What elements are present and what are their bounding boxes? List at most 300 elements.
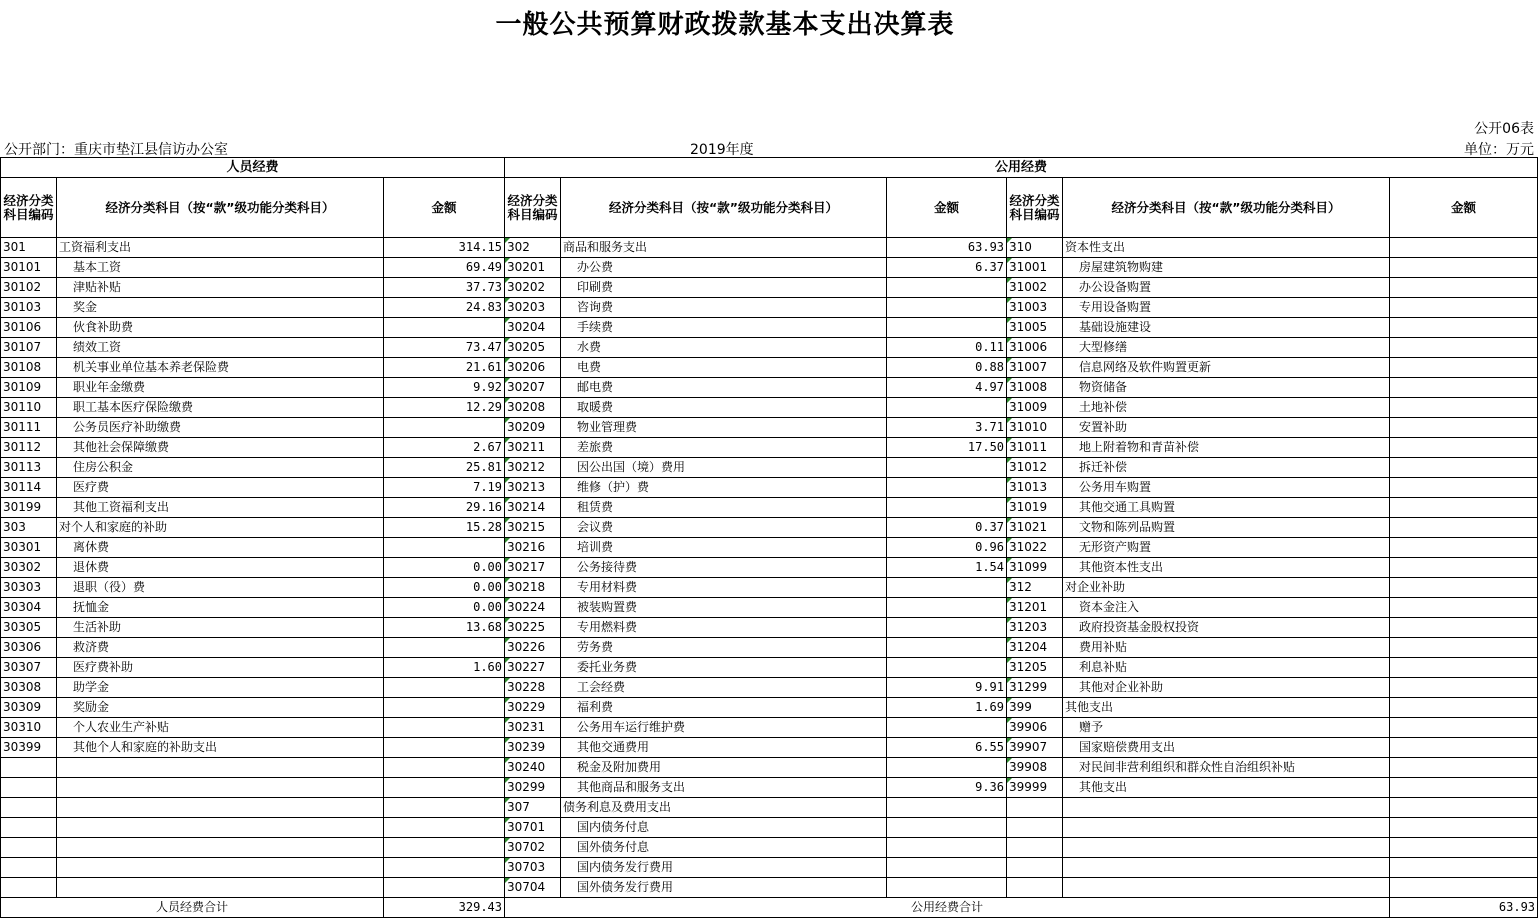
item-amount: 37.73 [384, 278, 505, 298]
item-amount [384, 758, 505, 778]
item-name: 政府投资基金股权投资 [1063, 618, 1390, 638]
item-amount [1390, 578, 1538, 598]
public-total-label: 公用经费合计 [505, 898, 1390, 918]
item-name: 抚恤金 [57, 598, 384, 618]
item-amount [887, 838, 1007, 858]
item-name: 公务接待费 [561, 558, 887, 578]
item-code: 30227 [505, 658, 561, 678]
item-code: 302 [505, 238, 561, 258]
item-code [1, 878, 57, 898]
item-amount [1390, 598, 1538, 618]
item-name: 基本工资 [57, 258, 384, 278]
table-row [1, 258, 1538, 278]
item-amount: 69.49 [384, 258, 505, 278]
item-code: 30305 [1, 618, 57, 638]
item-name: 对民间非营利组织和群众性自治组织补贴 [1063, 758, 1390, 778]
item-amount [384, 858, 505, 878]
item-amount [887, 758, 1007, 778]
item-name: 生活补助 [57, 618, 384, 638]
item-amount: 2.67 [384, 438, 505, 458]
item-code [1, 778, 57, 798]
item-amount [1390, 778, 1538, 798]
item-name: 其他工资福利支出 [57, 498, 384, 518]
item-code: 30309 [1, 698, 57, 718]
table-row [1, 318, 1538, 338]
item-name: 其他商品和服务支出 [561, 778, 887, 798]
item-name: 信息网络及软件购置更新 [1063, 358, 1390, 378]
item-name: 债务利息及费用支出 [561, 798, 887, 818]
item-name [57, 878, 384, 898]
report-title: 一般公共预算财政拨款基本支出决算表 [495, 10, 955, 40]
item-code: 30201 [505, 258, 561, 278]
item-amount: 0.00 [384, 578, 505, 598]
item-amount [1390, 678, 1538, 698]
item-amount [1390, 838, 1538, 858]
item-amount: 4.97 [887, 378, 1007, 398]
item-code: 31011 [1007, 438, 1063, 458]
table-row [1, 598, 1538, 618]
item-code [1007, 858, 1063, 878]
item-name: 奖励金 [57, 698, 384, 718]
item-amount [1390, 398, 1538, 418]
item-amount [384, 418, 505, 438]
item-code: 30701 [505, 818, 561, 838]
item-code: 31005 [1007, 318, 1063, 338]
table-row [1, 538, 1538, 558]
item-name: 安置补助 [1063, 418, 1390, 438]
item-name: 因公出国（境）费用 [561, 458, 887, 478]
item-code: 39999 [1007, 778, 1063, 798]
table-row [1, 238, 1538, 258]
item-code: 30224 [505, 598, 561, 618]
item-amount: 9.36 [887, 778, 1007, 798]
item-code: 30225 [505, 618, 561, 638]
personnel-total: 329.43 [384, 898, 505, 918]
item-code: 31299 [1007, 678, 1063, 698]
item-code: 30102 [1, 278, 57, 298]
item-code: 39907 [1007, 738, 1063, 758]
item-name: 福利费 [561, 698, 887, 718]
table-row [1, 738, 1538, 758]
item-name: 其他对企业补助 [1063, 678, 1390, 698]
item-amount [1390, 738, 1538, 758]
item-amount [1390, 498, 1538, 518]
item-code [1, 798, 57, 818]
item-code: 31099 [1007, 558, 1063, 578]
item-name: 租赁费 [561, 498, 887, 518]
item-amount [887, 858, 1007, 878]
item-code [1, 758, 57, 778]
unit-label: 单位：万元 [1464, 142, 1534, 158]
item-amount [384, 838, 505, 858]
item-name: 离休费 [57, 538, 384, 558]
item-name: 国内债务发行费用 [561, 858, 887, 878]
public-total: 63.93 [1390, 898, 1538, 918]
fiscal-year: 2019年度 [690, 142, 754, 158]
item-name: 绩效工资 [57, 338, 384, 358]
item-amount: 25.81 [384, 458, 505, 478]
item-name: 手续费 [561, 318, 887, 338]
item-code: 303 [1, 518, 57, 538]
item-amount [887, 618, 1007, 638]
item-name: 劳务费 [561, 638, 887, 658]
col-name: 经济分类科目（按“款”级功能分类科目） [57, 178, 384, 238]
item-name: 医疗费 [57, 478, 384, 498]
item-amount [887, 798, 1007, 818]
item-code: 30306 [1, 638, 57, 658]
item-amount: 13.68 [384, 618, 505, 638]
item-amount: 314.15 [384, 238, 505, 258]
item-amount: 1.60 [384, 658, 505, 678]
item-code: 30208 [505, 398, 561, 418]
item-name: 国家赔偿费用支出 [1063, 738, 1390, 758]
item-name: 资本金注入 [1063, 598, 1390, 618]
item-code [1, 818, 57, 838]
item-code: 31204 [1007, 638, 1063, 658]
item-amount: 0.96 [887, 538, 1007, 558]
item-amount [887, 818, 1007, 838]
item-amount: 0.88 [887, 358, 1007, 378]
item-code: 30216 [505, 538, 561, 558]
table-row [1, 338, 1538, 358]
item-name: 住房公积金 [57, 458, 384, 478]
item-amount [1390, 418, 1538, 438]
col-code: 经济分类科目编码 [1, 178, 57, 238]
item-code: 30101 [1, 258, 57, 278]
item-name: 商品和服务支出 [561, 238, 887, 258]
item-code: 399 [1007, 698, 1063, 718]
table-row [1, 298, 1538, 318]
item-name: 无形资产购置 [1063, 538, 1390, 558]
item-name: 伙食补助费 [57, 318, 384, 338]
item-name: 电费 [561, 358, 887, 378]
col-code: 经济分类科目编码 [1007, 178, 1063, 238]
item-amount [384, 638, 505, 658]
item-amount: 63.93 [887, 238, 1007, 258]
item-code: 30113 [1, 458, 57, 478]
table-row [1, 278, 1538, 298]
table-row [1, 478, 1538, 498]
item-amount: 29.16 [384, 498, 505, 518]
item-amount: 6.55 [887, 738, 1007, 758]
item-code: 30109 [1, 378, 57, 398]
item-amount [1390, 338, 1538, 358]
item-amount [887, 458, 1007, 478]
item-amount [887, 598, 1007, 618]
item-code: 30304 [1, 598, 57, 618]
item-code: 30211 [505, 438, 561, 458]
item-name [1063, 798, 1390, 818]
item-amount [384, 318, 505, 338]
item-amount: 9.91 [887, 678, 1007, 698]
item-name: 其他交通费用 [561, 738, 887, 758]
item-code: 31008 [1007, 378, 1063, 398]
item-amount [887, 498, 1007, 518]
item-name [57, 838, 384, 858]
item-amount [887, 278, 1007, 298]
item-name [57, 858, 384, 878]
col-amount: 金额 [887, 178, 1007, 238]
item-name: 物业管理费 [561, 418, 887, 438]
section-public: 公用经费 [505, 158, 1538, 178]
table-row [1, 518, 1538, 538]
item-amount [1390, 238, 1538, 258]
item-code: 30103 [1, 298, 57, 318]
item-amount: 0.37 [887, 518, 1007, 538]
table-row [1, 718, 1538, 738]
item-code: 310 [1007, 238, 1063, 258]
item-name: 机关事业单位基本养老保险费 [57, 358, 384, 378]
item-amount [1390, 818, 1538, 838]
item-amount [1390, 518, 1538, 538]
item-name [1063, 818, 1390, 838]
item-amount [1390, 698, 1538, 718]
table-row [1, 398, 1538, 418]
item-amount [1390, 298, 1538, 318]
table-row [1, 858, 1538, 878]
table-row [1, 378, 1538, 398]
item-amount [1390, 278, 1538, 298]
item-amount: 21.61 [384, 358, 505, 378]
item-code: 30215 [505, 518, 561, 538]
item-code: 30240 [505, 758, 561, 778]
item-amount [384, 718, 505, 738]
item-code: 301 [1, 238, 57, 258]
item-name: 公务用车运行维护费 [561, 718, 887, 738]
item-amount: 7.19 [384, 478, 505, 498]
item-name [57, 758, 384, 778]
item-name: 工资福利支出 [57, 238, 384, 258]
item-amount [887, 478, 1007, 498]
item-code: 30110 [1, 398, 57, 418]
item-amount: 0.00 [384, 558, 505, 578]
item-code: 30199 [1, 498, 57, 518]
item-code: 31201 [1007, 598, 1063, 618]
table-row [1, 838, 1538, 858]
item-amount [887, 638, 1007, 658]
item-code: 30207 [505, 378, 561, 398]
item-code: 30226 [505, 638, 561, 658]
col-name: 经济分类科目（按“款”级功能分类科目） [561, 178, 887, 238]
item-code: 30202 [505, 278, 561, 298]
item-amount [1390, 638, 1538, 658]
table-row [1, 498, 1538, 518]
item-name: 被装购置费 [561, 598, 887, 618]
item-code: 30299 [505, 778, 561, 798]
item-amount [1390, 478, 1538, 498]
item-code: 30213 [505, 478, 561, 498]
item-code: 307 [505, 798, 561, 818]
col-amount: 金额 [1390, 178, 1538, 238]
table-row [1, 458, 1538, 478]
item-name: 国外债务发行费用 [561, 878, 887, 898]
item-code: 30114 [1, 478, 57, 498]
item-amount [887, 398, 1007, 418]
item-amount [384, 798, 505, 818]
item-amount: 9.92 [384, 378, 505, 398]
item-amount: 3.71 [887, 418, 1007, 438]
item-code: 30218 [505, 578, 561, 598]
item-name: 工会经费 [561, 678, 887, 698]
item-name: 专用燃料费 [561, 618, 887, 638]
item-name: 资本性支出 [1063, 238, 1390, 258]
item-name: 物资储备 [1063, 378, 1390, 398]
item-name: 邮电费 [561, 378, 887, 398]
item-code: 31021 [1007, 518, 1063, 538]
item-name: 水费 [561, 338, 887, 358]
item-code: 30308 [1, 678, 57, 698]
item-amount [1390, 458, 1538, 478]
item-code: 31013 [1007, 478, 1063, 498]
item-amount [887, 578, 1007, 598]
item-amount [1390, 438, 1538, 458]
item-name: 文物和陈列品购置 [1063, 518, 1390, 538]
item-code: 31012 [1007, 458, 1063, 478]
expenditure-table [0, 157, 1538, 918]
item-code: 31006 [1007, 338, 1063, 358]
item-amount [384, 878, 505, 898]
item-code: 30228 [505, 678, 561, 698]
item-name: 公务用车购置 [1063, 478, 1390, 498]
item-code: 30229 [505, 698, 561, 718]
item-code: 30703 [505, 858, 561, 878]
item-amount [887, 318, 1007, 338]
item-code: 30310 [1, 718, 57, 738]
item-name: 印刷费 [561, 278, 887, 298]
item-amount [384, 738, 505, 758]
item-code: 30203 [505, 298, 561, 318]
item-name: 咨询费 [561, 298, 887, 318]
item-code [1, 858, 57, 878]
item-amount [1390, 618, 1538, 638]
item-name: 费用补贴 [1063, 638, 1390, 658]
item-amount: 12.29 [384, 398, 505, 418]
table-row [1, 798, 1538, 818]
item-code: 30107 [1, 338, 57, 358]
item-code: 30212 [505, 458, 561, 478]
table-row [1, 878, 1538, 898]
item-name [1063, 838, 1390, 858]
item-amount [887, 718, 1007, 738]
item-code: 30111 [1, 418, 57, 438]
item-name: 其他支出 [1063, 698, 1390, 718]
item-amount [1390, 258, 1538, 278]
item-amount: 1.54 [887, 558, 1007, 578]
section-personnel: 人员经费 [1, 158, 505, 178]
totals-row [1, 898, 1538, 918]
item-name: 对企业补助 [1063, 578, 1390, 598]
item-name: 会议费 [561, 518, 887, 538]
item-code: 31205 [1007, 658, 1063, 678]
item-name: 办公设备购置 [1063, 278, 1390, 298]
item-code: 31022 [1007, 538, 1063, 558]
item-amount: 6.37 [887, 258, 1007, 278]
item-code [1007, 798, 1063, 818]
item-name: 基础设施建设 [1063, 318, 1390, 338]
item-name: 职工基本医疗保险缴费 [57, 398, 384, 418]
item-code: 30112 [1, 438, 57, 458]
item-name: 差旅费 [561, 438, 887, 458]
table-row [1, 578, 1538, 598]
item-name: 专用材料费 [561, 578, 887, 598]
item-amount [1390, 718, 1538, 738]
item-code: 30399 [1, 738, 57, 758]
item-name: 退职（役）费 [57, 578, 384, 598]
item-name: 退休费 [57, 558, 384, 578]
item-code: 30217 [505, 558, 561, 578]
item-code [1, 838, 57, 858]
col-amount: 金额 [384, 178, 505, 238]
item-name: 维修（护）费 [561, 478, 887, 498]
table-row [1, 778, 1538, 798]
item-name: 奖金 [57, 298, 384, 318]
item-name: 公务员医疗补助缴费 [57, 418, 384, 438]
table-row [1, 638, 1538, 658]
item-name: 土地补偿 [1063, 398, 1390, 418]
item-code: 30239 [505, 738, 561, 758]
item-name: 其他交通工具购置 [1063, 498, 1390, 518]
table-row [1, 658, 1538, 678]
item-amount: 0.11 [887, 338, 1007, 358]
item-name: 利息补贴 [1063, 658, 1390, 678]
item-code: 31010 [1007, 418, 1063, 438]
item-name: 其他资本性支出 [1063, 558, 1390, 578]
item-amount [1390, 758, 1538, 778]
item-code: 30106 [1, 318, 57, 338]
item-amount [1390, 558, 1538, 578]
item-code: 30302 [1, 558, 57, 578]
item-code: 30204 [505, 318, 561, 338]
item-amount [887, 298, 1007, 318]
item-code: 31003 [1007, 298, 1063, 318]
item-amount [384, 778, 505, 798]
item-name: 个人农业生产补贴 [57, 718, 384, 738]
item-amount [1390, 658, 1538, 678]
item-name: 培训费 [561, 538, 887, 558]
item-amount [1390, 358, 1538, 378]
item-code [1007, 818, 1063, 838]
item-name: 助学金 [57, 678, 384, 698]
table-row [1, 358, 1538, 378]
table-row [1, 418, 1538, 438]
item-code: 31001 [1007, 258, 1063, 278]
form-number: 公开06表 [1474, 121, 1534, 137]
item-name [57, 798, 384, 818]
item-code: 31009 [1007, 398, 1063, 418]
item-code: 30307 [1, 658, 57, 678]
item-amount [1390, 878, 1538, 898]
item-amount [1390, 318, 1538, 338]
item-name: 办公费 [561, 258, 887, 278]
item-name: 专用设备购置 [1063, 298, 1390, 318]
item-name: 津贴补贴 [57, 278, 384, 298]
item-code: 31007 [1007, 358, 1063, 378]
item-amount [384, 678, 505, 698]
item-amount: 15.28 [384, 518, 505, 538]
item-amount: 24.83 [384, 298, 505, 318]
table-row [1, 698, 1538, 718]
item-name: 拆迁补偿 [1063, 458, 1390, 478]
item-code: 30303 [1, 578, 57, 598]
table-row [1, 438, 1538, 458]
item-amount: 1.69 [887, 698, 1007, 718]
item-name: 医疗费补助 [57, 658, 384, 678]
item-name: 国外债务付息 [561, 838, 887, 858]
item-code: 30231 [505, 718, 561, 738]
item-amount [1390, 798, 1538, 818]
department-label: 公开部门：重庆市垫江县信访办公室 [4, 142, 228, 158]
col-name: 经济分类科目（按“款”级功能分类科目） [1063, 178, 1390, 238]
